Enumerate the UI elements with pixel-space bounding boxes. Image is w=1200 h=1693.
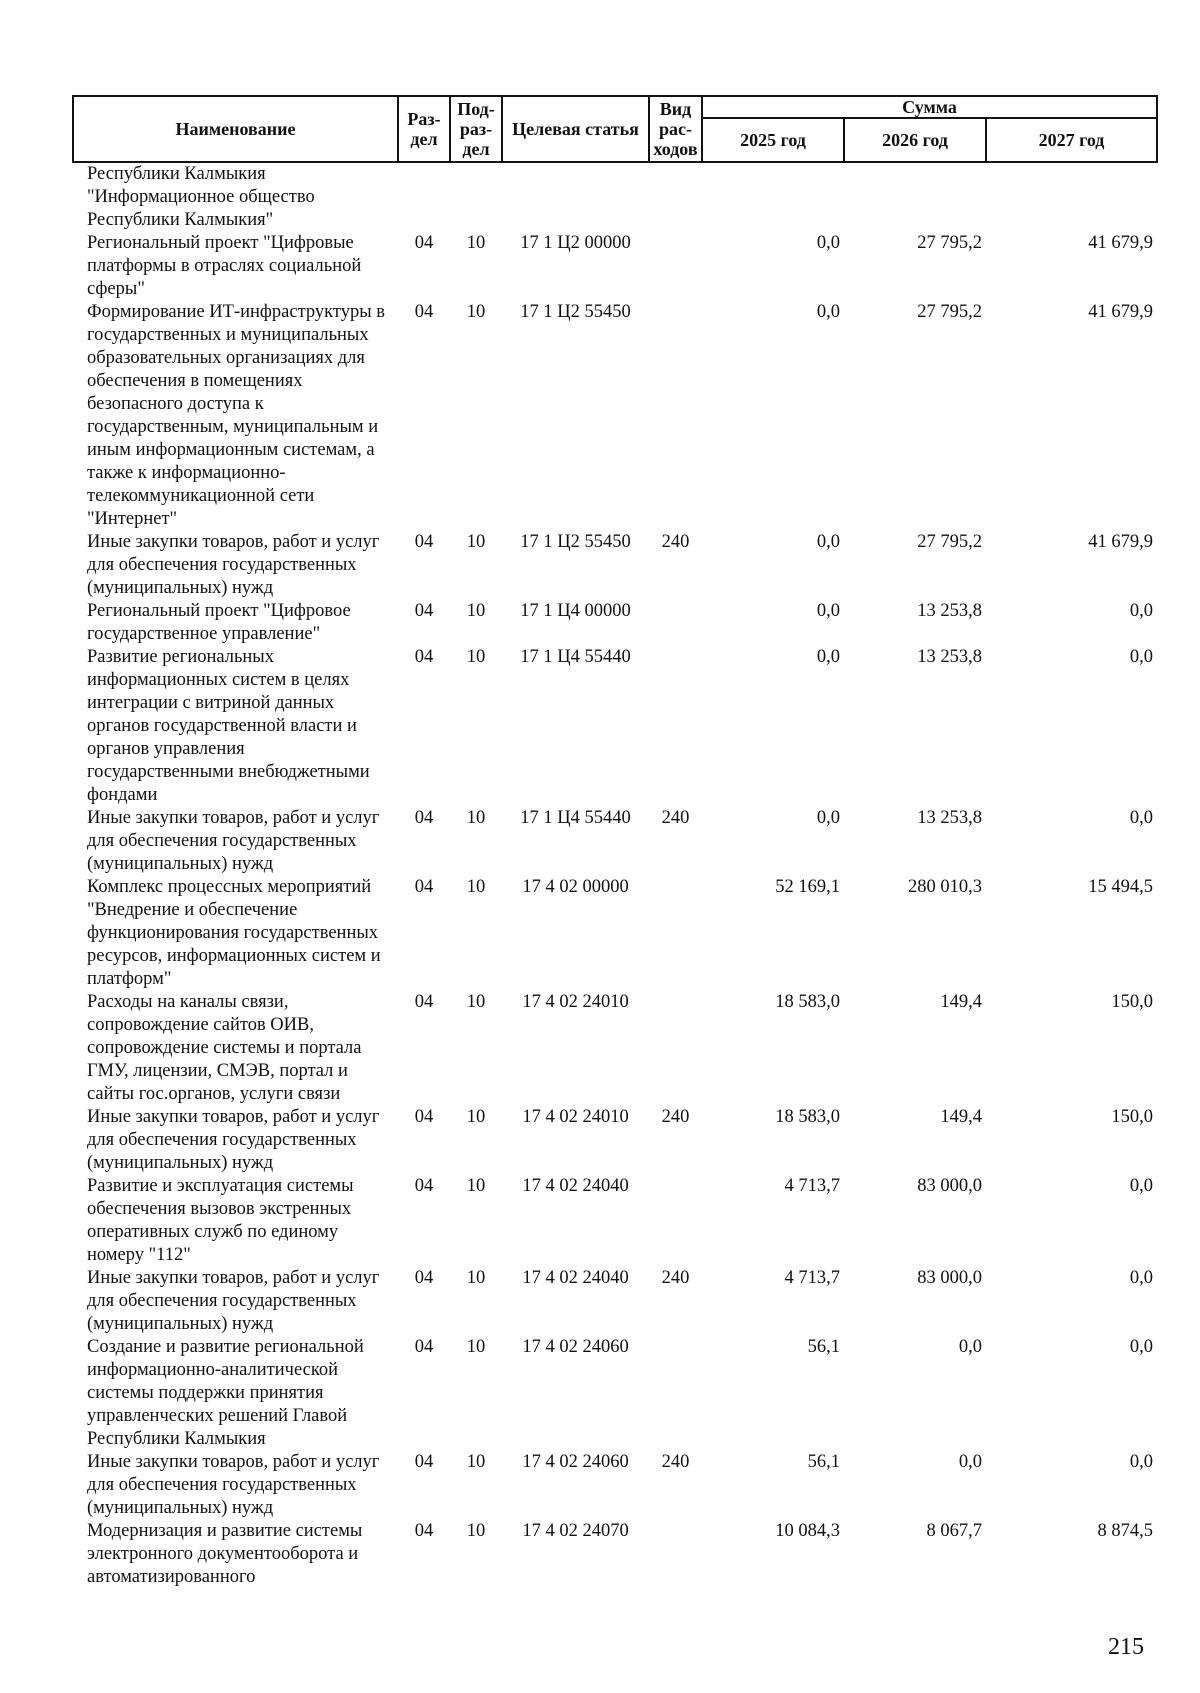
header-section: Раз- дел [398, 96, 450, 162]
row-target: 17 4 02 24070 [522, 1521, 629, 1541]
row-kind [649, 876, 702, 991]
table-body [73, 162, 1157, 1589]
row-amount-2027: 0,0 [1129, 1176, 1153, 1196]
row-target: 17 1 Ц4 00000 [520, 601, 631, 621]
row-amount-2027: 0,0 [1129, 808, 1153, 828]
budget-table [72, 95, 1158, 1589]
row-amount-2027: 0,0 [1129, 1268, 1153, 1288]
row-subsection: 10 [466, 877, 486, 897]
row-section: 04 [414, 1521, 434, 1541]
row-kind [649, 1336, 702, 1451]
row-subsection: 10 [466, 1176, 486, 1196]
row-target: 17 1 Ц2 55450 [520, 532, 631, 552]
row-subsection: 10 [466, 647, 486, 667]
row-section: 04 [414, 532, 434, 552]
row-subsection [450, 162, 502, 232]
row-name: Региональный проект "Цифровое государственное управление" [87, 601, 351, 644]
page-number: 215 [1108, 1634, 1144, 1660]
table-row [73, 1451, 1157, 1520]
row-kind: 240 [661, 808, 690, 828]
row-subsection: 10 [466, 1452, 486, 1472]
table-row [73, 1106, 1157, 1175]
row-amount-2027: 0,0 [1129, 647, 1153, 667]
row-amount-2025: 4 713,7 [784, 1176, 840, 1196]
row-amount-2026: 13 253,8 [917, 808, 982, 828]
row-amount-2026: 8 067,7 [926, 1521, 982, 1541]
table-row [73, 531, 1157, 600]
header-name: Наименование [73, 96, 398, 162]
row-name: Формирование ИТ-инфраструктуры в государственных и муниципальных образовательных организациях для обеспечения в помещениях безопасного доступа к государственным, муниципальным и иным информационным системам, а также к информационно-телекоммуникационной сети "Интернет" [87, 302, 386, 529]
row-name: Создание и развитие региональной информационно-аналитической системы поддержки принятия управленческих решений Главой Республики Калмыкия [87, 1337, 364, 1449]
row-section: 04 [414, 1176, 434, 1196]
row-section: 04 [414, 808, 434, 828]
header-subsection: Под- раз- дел [450, 96, 502, 162]
row-kind: 240 [661, 1107, 690, 1127]
row-subsection: 10 [466, 808, 486, 828]
row-section: 04 [414, 1107, 434, 1127]
row-amount-2026: 0,0 [958, 1337, 982, 1357]
row-kind [649, 646, 702, 807]
row-amount-2026: 27 795,2 [917, 302, 982, 322]
row-kind [649, 162, 702, 232]
table-row [73, 876, 1157, 991]
row-target: 17 4 02 24040 [522, 1268, 629, 1288]
row-amount-2025: 56,1 [807, 1452, 840, 1472]
row-name: Иные закупки товаров, работ и услуг для обеспечения государственных (муниципальных) нужд [87, 1268, 380, 1334]
row-kind [649, 1175, 702, 1267]
row-amount-2025: 0,0 [816, 302, 840, 322]
row-section: 04 [414, 1337, 434, 1357]
row-target: 17 4 02 00000 [522, 877, 629, 897]
table-row [73, 232, 1157, 301]
header-target: Целевая статья [502, 96, 649, 162]
table-row [73, 600, 1157, 646]
row-amount-2027: 0,0 [1129, 1337, 1153, 1357]
header-amount: Сумма [702, 96, 1157, 118]
row-subsection: 10 [466, 532, 486, 552]
row-kind [649, 600, 702, 646]
header-year-2025: 2025 год [702, 118, 844, 162]
row-subsection: 10 [466, 233, 486, 253]
row-target: 17 1 Ц2 55450 [520, 302, 631, 322]
row-target: 17 1 Ц2 00000 [520, 233, 631, 253]
row-amount-2026: 149,4 [940, 992, 982, 1012]
row-amount-2025: 18 583,0 [775, 992, 840, 1012]
row-section: 04 [414, 877, 434, 897]
table-row [73, 1520, 1157, 1589]
row-amount-2027: 15 494,5 [1088, 877, 1153, 897]
row-amount-2026: 0,0 [958, 1452, 982, 1472]
row-name: Комплекс процессных мероприятий "Внедрение и обеспечение функционирования государственных ресурсов, информационных систем и платформ" [87, 877, 381, 989]
row-target: 17 1 Ц4 55440 [520, 808, 631, 828]
row-target: 17 4 02 24060 [522, 1337, 629, 1357]
table-row [73, 1267, 1157, 1336]
table-row [73, 807, 1157, 876]
row-target [502, 162, 649, 232]
row-name: Иные закупки товаров, работ и услуг для обеспечения государственных (муниципальных) нужд [87, 532, 380, 598]
row-name: Иные закупки товаров, работ и услуг для обеспечения государственных (муниципальных) нужд [87, 808, 380, 874]
row-amount-2025: 0,0 [816, 532, 840, 552]
row-amount-2026: 13 253,8 [917, 601, 982, 621]
row-kind [649, 991, 702, 1106]
row-name: Развитие региональных информационных систем в целях интеграции с витриной данных органов государственной власти и органов управления государственными внебюджетными фондами [87, 647, 370, 805]
row-amount-2026: 27 795,2 [917, 532, 982, 552]
row-subsection: 10 [466, 1268, 486, 1288]
row-amount-2027: 150,0 [1111, 992, 1153, 1012]
header-year-2027: 2027 год [986, 118, 1157, 162]
row-amount-2027: 41 679,9 [1088, 233, 1153, 253]
table-row [73, 646, 1157, 807]
row-subsection: 10 [466, 1337, 486, 1357]
row-amount-2025: 18 583,0 [775, 1107, 840, 1127]
row-subsection: 10 [466, 302, 486, 322]
row-subsection: 10 [466, 1521, 486, 1541]
table-header [73, 96, 1157, 162]
row-name: Расходы на каналы связи, сопровождение сайтов ОИВ, сопровождение системы и портала ГМУ, лицензии, СМЭВ, портал и сайты гос.органов, услуги связи [87, 992, 362, 1104]
row-name: Иные закупки товаров, работ и услуг для обеспечения государственных (муниципальных) нужд [87, 1107, 380, 1173]
row-amount-2025: 52 169,1 [775, 877, 840, 897]
row-amount-2026: 83 000,0 [917, 1268, 982, 1288]
row-amount-2025: 56,1 [807, 1337, 840, 1357]
table-row [73, 301, 1157, 531]
row-name: Республики Калмыкия "Информационное общество Республики Калмыкия" [87, 164, 315, 230]
row-amount-2027: 0,0 [1129, 601, 1153, 621]
row-kind: 240 [661, 1268, 690, 1288]
row-amount-2025: 0,0 [816, 233, 840, 253]
row-amount-2025: 4 713,7 [784, 1268, 840, 1288]
row-kind: 240 [661, 532, 690, 552]
row-section [398, 162, 450, 232]
header-year-2026: 2026 год [844, 118, 986, 162]
row-subsection: 10 [466, 1107, 486, 1127]
row-name: Модернизация и развитие системы электронного документооборота и автоматизированного [87, 1521, 363, 1587]
table-row [73, 1175, 1157, 1267]
row-amount-2025: 0,0 [816, 808, 840, 828]
row-kind: 240 [661, 1452, 690, 1472]
row-amount-2027: 41 679,9 [1088, 532, 1153, 552]
row-section: 04 [414, 302, 434, 322]
row-amount-2025: 10 084,3 [775, 1521, 840, 1541]
row-name: Региональный проект "Цифровые платформы в отраслях социальной сферы" [87, 233, 362, 299]
row-name: Развитие и эксплуатация системы обеспечения вызовов экстренных оперативных служб по единому номеру "112" [87, 1176, 354, 1265]
row-section: 04 [414, 233, 434, 253]
table-row [73, 991, 1157, 1106]
row-target: 17 4 02 24010 [522, 1107, 629, 1127]
row-amount-2025 [702, 162, 844, 232]
row-section: 04 [414, 601, 434, 621]
table-row [73, 162, 1157, 232]
row-target: 17 4 02 24060 [522, 1452, 629, 1472]
row-amount-2027: 0,0 [1129, 1452, 1153, 1472]
row-target: 17 1 Ц4 55440 [520, 647, 631, 667]
row-name: Иные закупки товаров, работ и услуг для обеспечения государственных (муниципальных) нужд [87, 1452, 380, 1518]
row-section: 04 [414, 1452, 434, 1472]
row-amount-2025: 0,0 [816, 601, 840, 621]
row-target: 17 4 02 24040 [522, 1176, 629, 1196]
row-subsection: 10 [466, 992, 486, 1012]
row-amount-2026: 13 253,8 [917, 647, 982, 667]
row-section: 04 [414, 1268, 434, 1288]
header-kind: Вид рас- ходов [649, 96, 702, 162]
row-amount-2026 [844, 162, 986, 232]
row-amount-2026: 83 000,0 [917, 1176, 982, 1196]
table-row [73, 1336, 1157, 1451]
row-kind [649, 232, 702, 301]
row-amount-2026: 149,4 [940, 1107, 982, 1127]
row-amount-2027: 150,0 [1111, 1107, 1153, 1127]
row-kind [649, 301, 702, 531]
row-subsection: 10 [466, 601, 486, 621]
row-amount-2027: 8 874,5 [1097, 1521, 1153, 1541]
row-kind [649, 1520, 702, 1589]
row-amount-2026: 27 795,2 [917, 233, 982, 253]
row-amount-2027: 41 679,9 [1088, 302, 1153, 322]
row-amount-2025: 0,0 [816, 647, 840, 667]
row-amount-2027 [986, 162, 1157, 232]
row-section: 04 [414, 992, 434, 1012]
row-target: 17 4 02 24010 [522, 992, 629, 1012]
row-section: 04 [414, 647, 434, 667]
row-amount-2026: 280 010,3 [908, 877, 982, 897]
